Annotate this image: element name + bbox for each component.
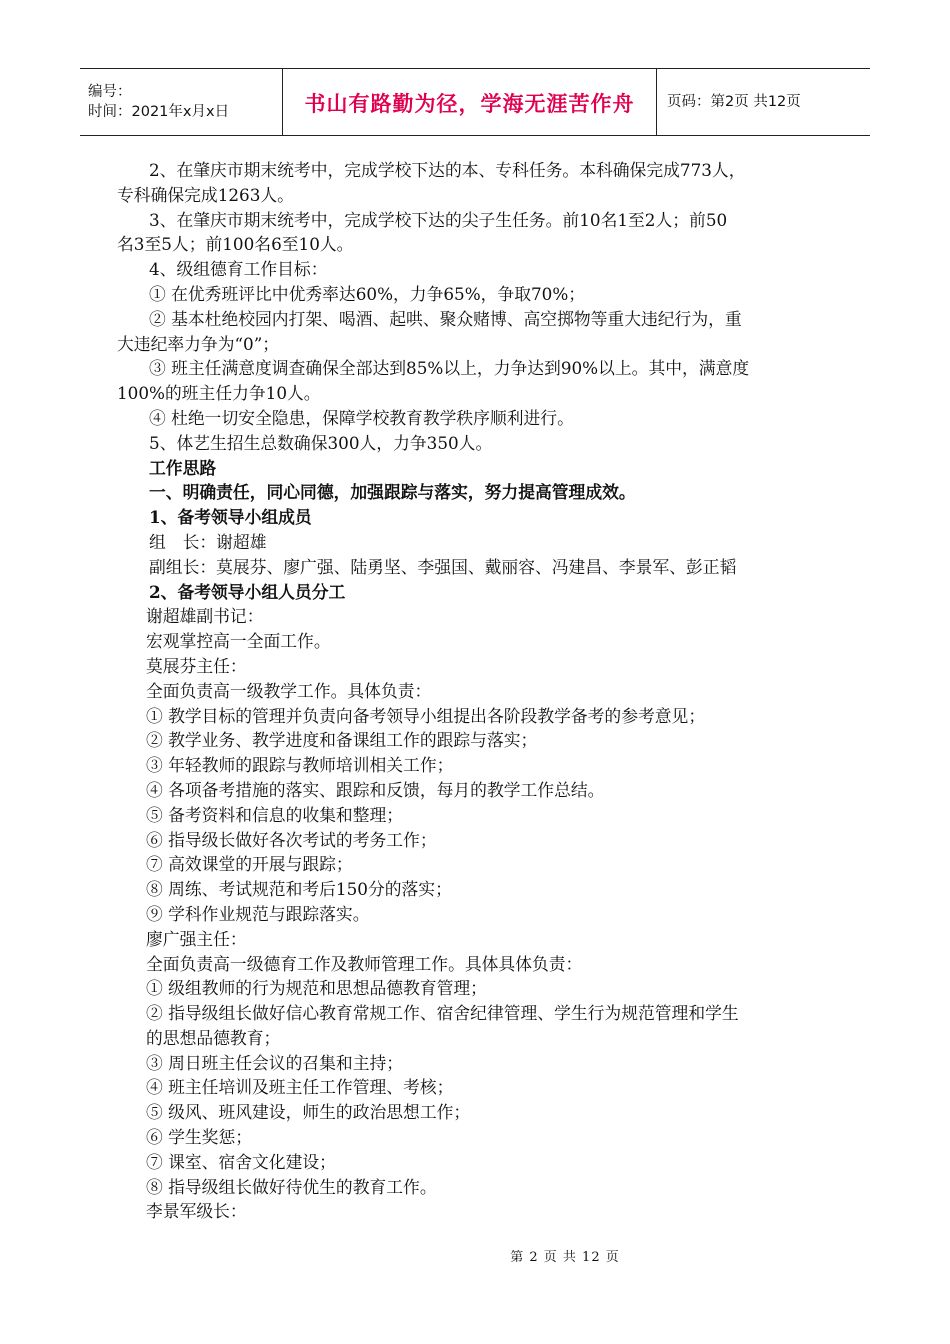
- header-meta-cell: [80, 69, 283, 135]
- paragraph-line: 谢超雄副书记：: [146, 606, 264, 627]
- list-item: ⑧ 指导级组长做好待优生的教育工作。: [146, 1176, 437, 1197]
- section-heading: 一、明确责任，同心同德，加强跟踪与落实，努力提高管理成效。: [149, 482, 636, 503]
- list-item: ④ 杜绝一切安全隐患，保障学校教育教学秩序顺利进行。: [149, 407, 574, 428]
- list-item: ① 在优秀班评比中优秀率达60%，力争65%，争取70%；: [149, 283, 586, 304]
- list-item: ② 基本杜绝校园内打架、喝酒、起哄、聚众赌博、高空掷物等重大违纪行为，重: [149, 308, 742, 329]
- page-info: 页码：第2页 共12页: [667, 94, 801, 110]
- list-item: ① 教学目标的管理并负责向备考领导小组提出各阶段教学备考的参考意见；: [146, 705, 706, 726]
- paragraph-line: 全面负责高一级德育工作及教师管理工作。具体具体负责：: [146, 953, 583, 974]
- list-item: ② 教学业务、教学进度和备课组工作的跟踪与落实；: [146, 730, 538, 751]
- list-item: ③ 年轻教师的跟踪与教师培训相关工作；: [146, 755, 454, 776]
- document-body: [117, 158, 845, 1224]
- list-item: ② 指导级组长做好信心教育常规工作、宿舍纪律管理、学生行为规范管理和学生: [146, 1003, 739, 1024]
- subsection-heading: 2、备考领导小组人员分工: [149, 581, 346, 602]
- subsection-heading: 1、备考领导小组成员: [149, 507, 312, 528]
- header-motto-cell: [283, 69, 657, 135]
- number-label: 编号：: [88, 84, 132, 100]
- section-heading: 工作思路: [149, 457, 217, 478]
- list-item: ⑥ 指导级长做好各次考试的考务工作；: [146, 829, 437, 850]
- paragraph-line: 廖广强主任：: [146, 928, 247, 949]
- list-item: ④ 班主任培训及班主任工作管理、考核；: [146, 1077, 454, 1098]
- header-page-cell: [657, 69, 870, 135]
- paragraph-line: 专科确保完成1263人。: [117, 184, 294, 205]
- paragraph-line: 100%的班主任力争10人。: [117, 383, 321, 404]
- paragraph-line: 大违纪率力争为“0”；: [117, 333, 280, 354]
- list-item: ④ 各项备考措施的落实、跟踪和反馈，每月的教学工作总结。: [146, 779, 605, 800]
- paragraph-line: 李景军级长：: [146, 1201, 247, 1222]
- paragraph-line: 名3至5人；前100名6至10人。: [117, 234, 354, 255]
- paragraph-line: 全面负责高一级教学工作。具体负责：: [146, 680, 432, 701]
- list-item: ⑦ 高效课堂的开展与跟踪；: [146, 854, 353, 875]
- date-line: 时间：2021年x月x日: [88, 104, 230, 120]
- list-item: ⑤ 级风、班风建设，师生的政治思想工作；: [146, 1102, 471, 1123]
- paragraph-line: 宏观掌控高一全面工作。: [146, 631, 331, 652]
- list-item: ③ 周日班主任会议的召集和主持；: [146, 1052, 404, 1073]
- paragraph-line: 2、在肇庆市期末统考中，完成学校下达的本、专科任务。本科确保完成773人，: [149, 160, 746, 180]
- paragraph-line: 4、级组德育工作目标：: [149, 259, 328, 280]
- page-header: [80, 68, 870, 136]
- list-item: ⑨ 学科作业规范与跟踪落实。: [146, 903, 370, 924]
- list-item: ⑦ 课室、宿舍文化建设；: [146, 1151, 336, 1172]
- list-item: ⑥ 学生奖惩；: [146, 1127, 253, 1148]
- list-item: ⑤ 备考资料和信息的收集和整理；: [146, 804, 404, 825]
- list-item: ⑧ 周练、考试规范和考后150分的落实；: [146, 879, 452, 900]
- paragraph-line: 莫展芬主任：: [146, 655, 247, 676]
- list-item: ① 级组教师的行为规范和思想品德教育管理；: [146, 978, 487, 999]
- paragraph-line: 的思想品德教育；: [146, 1027, 281, 1048]
- page-footer: 第 2 页 共 12 页: [510, 1250, 620, 1265]
- paragraph-line: 3、在肇庆市期末统考中，完成学校下达的尖子生任务。前10名1至2人；前50: [149, 209, 728, 230]
- paragraph-line: 5、体艺生招生总数确保300人，力争350人。: [149, 432, 493, 453]
- paragraph-line: 副组长：莫展芬、廖广强、陆勇坚、李强国、戴丽容、冯建昌、李景军、彭正韬: [149, 556, 737, 577]
- paragraph-line: 组 长：谢超雄: [149, 531, 267, 552]
- motto: 书山有路勤为径，学海无涯苦作舟: [304, 92, 635, 116]
- list-item: ③ 班主任满意度调查确保全部达到85%以上，力争达到90%以上。其中，满意度: [149, 358, 750, 379]
